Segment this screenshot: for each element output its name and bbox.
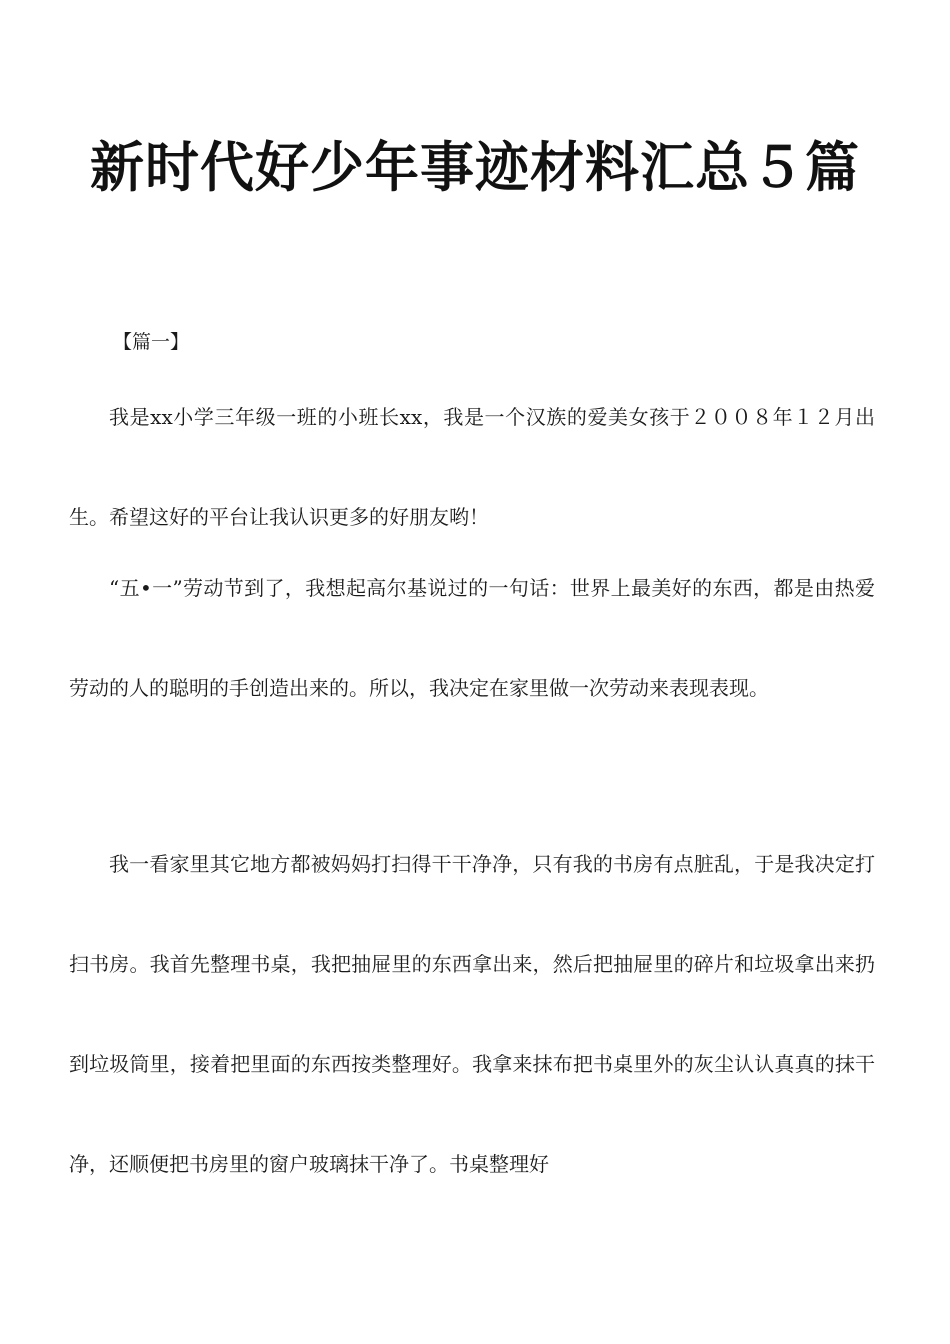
paragraph-intro: 我是xx小学三年级一班的小班长xx，我是一个汉族的爱美女孩于２００８年１２月出生。希望这好的平台让我认识更多的好朋友哟！ <box>69 405 875 529</box>
document-title: 新时代好少年事迹材料汇总５篇 <box>90 136 860 199</box>
paragraph-labor-day: “五•一”劳动节到了，我想起高尔基说过的一句话：世界上最美好的东西，都是由热爱劳动的人的聪明的手创造出来的。所以，我决定在家里做一次劳动来表现表现。 <box>69 576 875 700</box>
paragraph-cleaning: 我一看家里其它地方都被妈妈打扫得干干净净，只有我的书房有点脏乱，于是我决定打扫书房。我首先整理书桌，我把抽屉里的东西拿出来，然后把抽屉里的碎片和垃圾拿出来扔到垃圾筒里，接着把里面的东西按类整理好。我拿来抹布把书桌里外的灰尘认认真真的抹干净，还顺便把书房里的窗户玻璃抹干净了。书桌整理好 <box>69 852 875 1176</box>
section-label: 【篇一】 <box>113 331 190 353</box>
